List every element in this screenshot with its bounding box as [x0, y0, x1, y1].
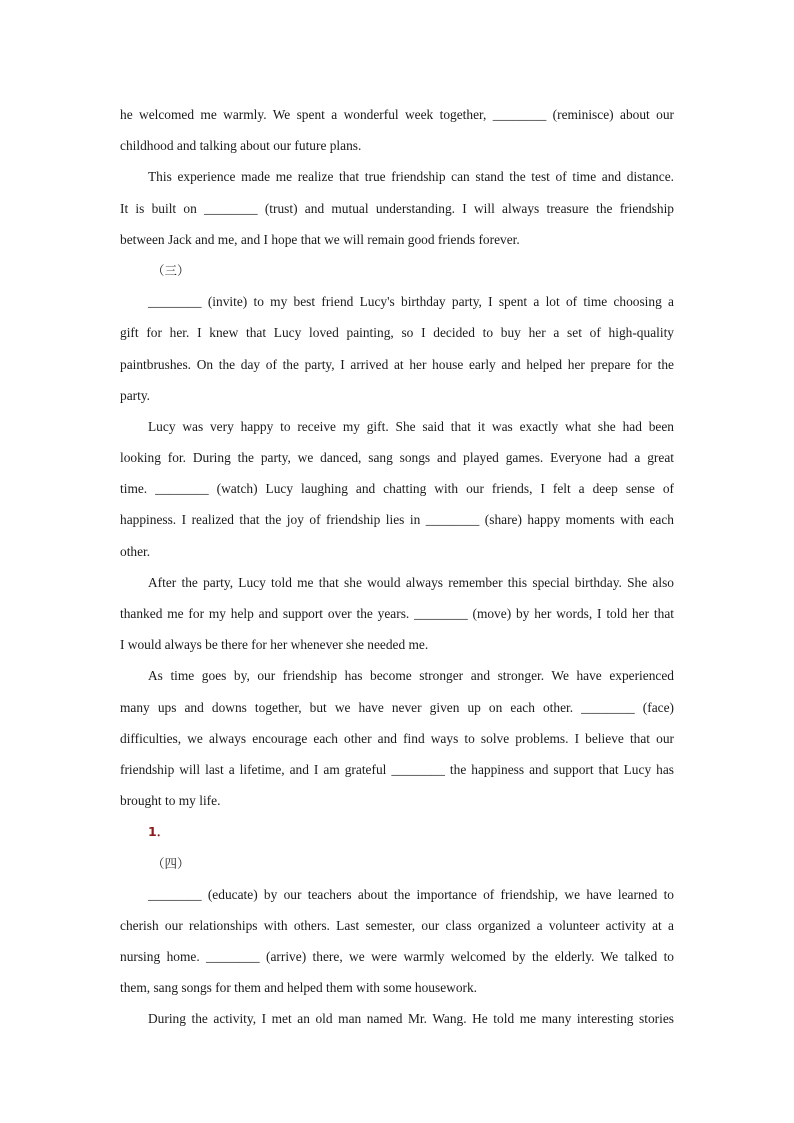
- paragraph-first-line: ________ (invite) to my best friend Lucy's birthday party, I spent a lot of time choosing a: [148, 294, 674, 310]
- paragraph-last-line: party.: [120, 387, 150, 403]
- text-line: thanked me for my help and support over the years. ________ (move) by her words, I told her that: [120, 606, 674, 621]
- text-line: gift for her. I knew that Lucy loved painting, so I decided to buy her a set of high-quality: [120, 325, 674, 341]
- paragraph-first-line: Lucy was very happy to receive my gift. She said that it was exactly what she had been: [148, 418, 674, 434]
- paragraph-last-line: I would always be there for her whenever she needed me.: [120, 637, 429, 653]
- paragraph-last-line: them, sang songs for them and helped them with some housework.: [120, 980, 478, 996]
- text-line: happiness. I realized that the joy of friendship lies in ________ (share) happy moments with each: [120, 512, 674, 528]
- paragraph-first-line: ________ (educate) by our teachers about the importance of friendship, we have learned to: [148, 886, 674, 902]
- text-line: friendship will last a lifetime, and I am grateful ________ the happiness and support that Lucy has: [120, 761, 674, 777]
- paragraph-first-line: This experience made me realize that true friendship can stand the test of time and distance.: [148, 169, 674, 185]
- text-line: he welcomed me warmly. We spent a wonderful week together, ________ (reminisce) about our: [120, 107, 674, 122]
- paragraph-last-line: between Jack and me, and I hope that we will remain good friends forever.: [120, 231, 520, 247]
- text-line: time. ________ (watch) Lucy laughing and chatting with our friends, I felt a deep sense of: [120, 481, 674, 497]
- paragraph-last-line: childhood and talking about our future plans.: [120, 138, 362, 154]
- document-page: [120, 99, 674, 1035]
- question-number: 1．: [148, 824, 170, 840]
- paragraph-last-line: other.: [120, 543, 151, 559]
- text-line: nursing home. ________ (arrive) there, we were warmly welcomed by the elderly. We talked to: [120, 949, 674, 965]
- text-line: many ups and downs together, but we have never given up on each other. ________ (face): [120, 699, 674, 715]
- section-heading: （三）: [152, 262, 190, 278]
- text-line: cherish our relationships with others. Last semester, our class organized a volunteer activity at a: [120, 917, 674, 933]
- paragraph-first-line: After the party, Lucy told me that she would always remember this special birthday. She also: [148, 574, 674, 590]
- text-line: difficulties, we always encourage each other and find ways to solve problems. I believe that our: [120, 730, 674, 746]
- text-line: paintbrushes. On the day of the party, I arrived at her house early and helped her prepare for the: [120, 356, 674, 372]
- section-heading: （四）: [152, 855, 190, 871]
- text-line: looking for. During the party, we danced, sang songs and played games. Everyone had a great: [120, 450, 674, 466]
- paragraph-first-line: As time goes by, our friendship has become stronger and stronger. We have experienced: [148, 668, 674, 684]
- text-line: It is built on ________ (trust) and mutual understanding. I will always treasure the friendship: [120, 200, 674, 216]
- paragraph-first-line: During the activity, I met an old man named Mr. Wang. He told me many interesting stories: [148, 1011, 674, 1027]
- paragraph-last-line: brought to my life.: [120, 793, 221, 809]
